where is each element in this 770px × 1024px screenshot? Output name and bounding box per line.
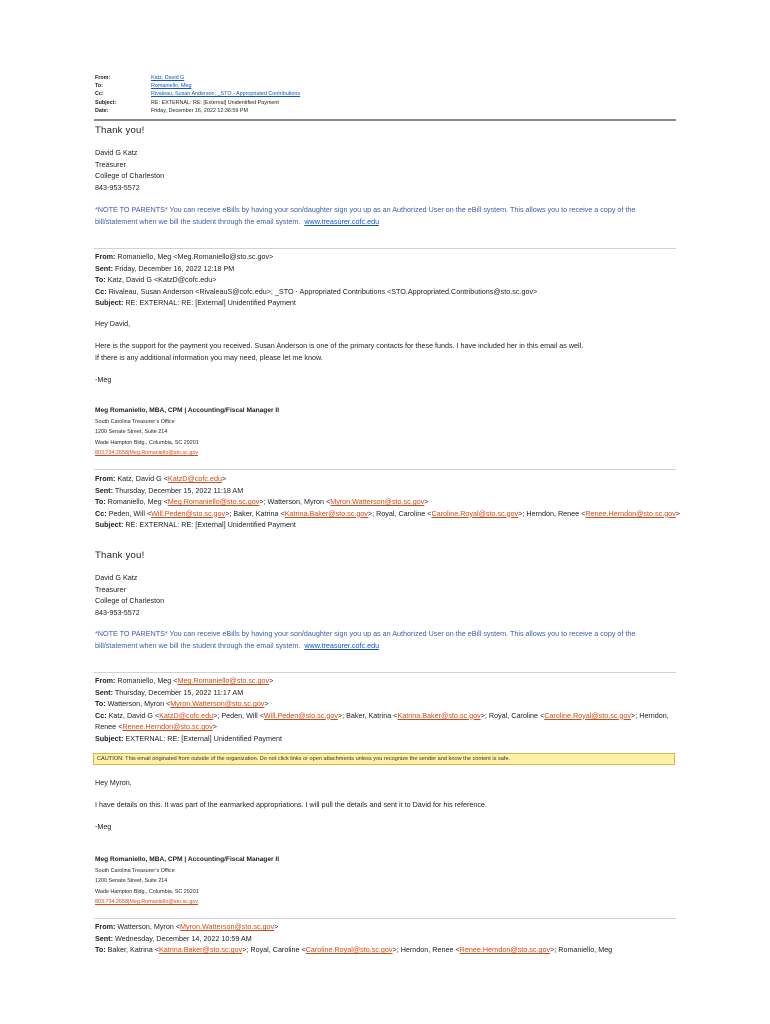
to-value: Katz, David G <KatzD@cofc.edu>	[105, 275, 217, 284]
to-text: >; Romaniello, Meg	[550, 945, 613, 954]
cc-text: Katz, David G <	[106, 710, 160, 720]
subject-label: Subject:	[95, 298, 124, 307]
parents-note	[95, 204, 665, 227]
message-header	[95, 473, 685, 531]
from-label: From:	[95, 676, 116, 685]
sig-line: Treasurer	[95, 159, 126, 169]
treasurer-link[interactable]: www.treasurer.cofc.edu	[304, 640, 380, 650]
to-text: >; Watterson, Myron <	[259, 497, 331, 506]
from-text: >	[269, 676, 274, 685]
message-divider	[94, 469, 676, 470]
date-value: Friday, December 16, 2022 12:36:59 PM	[151, 107, 248, 114]
treasurer-link[interactable]: www.treasurer.cofc.edu	[304, 216, 380, 226]
cc-text: >; Baker, Katrina <	[225, 508, 285, 518]
sig-city: Wade Hampton Bldg., Columbia, SC 29201	[95, 888, 199, 895]
cc-label: Cc:	[95, 91, 104, 98]
cc-label: Cc:	[95, 508, 107, 518]
date-label: Date:	[95, 107, 109, 114]
sig-office: South Carolina Treasurer’s Office	[95, 867, 175, 874]
message-header	[95, 921, 685, 956]
message-header	[95, 251, 685, 309]
email-link[interactable]: Will.Peden@sto.sc.gov	[151, 508, 226, 518]
email-link[interactable]: Caroline.Royal@sto.sc.gov	[431, 508, 519, 518]
sig-title: Accounting/Fiscal Manager II	[187, 856, 280, 863]
to-label: To:	[95, 275, 106, 284]
from-text: >	[274, 922, 279, 931]
sig-line: 843-953-5572	[95, 182, 140, 192]
sig-name: Meg Romaniello, MBA, CPM |	[95, 407, 188, 414]
signoff: -Meg	[95, 822, 112, 831]
sig-title: Accounting/Fiscal Manager II	[187, 407, 280, 414]
message-divider	[94, 918, 676, 919]
to-link[interactable]: Romaniello, Meg	[151, 83, 192, 90]
thanks-text: Thank you!	[95, 550, 145, 561]
sig-name: Meg Romaniello, MBA, CPM |	[95, 856, 188, 863]
body-line: If there is any additional information you may need, please let me know.	[95, 352, 323, 362]
email-link[interactable]: KatzD@cofc.edu	[159, 710, 214, 720]
sig-line: David G Katz	[95, 148, 138, 157]
cc-text: >; Royal, Caroline <	[480, 710, 545, 720]
subject-value: RE: EXTERNAL: RE: [External] Unidentified Payment	[123, 520, 296, 529]
sig-street: 1200 Senate Street, Suite 214	[95, 878, 168, 884]
from-text: Watterson, Myron <	[115, 922, 181, 931]
parents-note	[95, 628, 665, 651]
cc-link[interactable]: Rivaleau, Susan Anderson; _STO - Appropriated Contributions	[151, 91, 301, 98]
cc-text: >; Baker, Katrina <	[337, 710, 398, 720]
email-link[interactable]: Renee.Herndon@sto.sc.gov	[459, 945, 551, 954]
sent-value: Thursday, December 15, 2022 11:17 AM	[112, 687, 244, 697]
sig-city: Wade Hampton Bldg., Columbia, SC 29201	[95, 439, 199, 446]
email-link[interactable]: Will.Peden@sto.sc.gov	[263, 710, 338, 720]
to-text: Watterson, Myron <	[105, 699, 171, 708]
bracket: >	[221, 474, 227, 483]
cc-label: Cc:	[95, 710, 107, 720]
caution-banner: CAUTION: This email originated from outside of the organization. Do not click links or open attachments unless you recognize the sender and know the content is safe.	[93, 753, 675, 765]
signoff: -Meg	[95, 375, 112, 384]
to-label: To:	[95, 945, 106, 954]
to-label: To:	[95, 497, 106, 506]
cc-text: >; Herndon, Renee <	[518, 508, 586, 518]
to-text: >; Herndon, Renee <	[392, 945, 460, 954]
subject-label: Subject:	[95, 99, 117, 106]
to-label: To:	[95, 83, 103, 90]
greeting: Hey David,	[95, 319, 131, 328]
to-text: >	[424, 497, 429, 506]
to-text: >; Royal, Caroline <	[242, 945, 306, 954]
message-divider	[94, 248, 676, 249]
sent-label: Sent:	[95, 263, 113, 273]
cc-text: >	[675, 508, 680, 518]
cc-text: Peden, Will <	[106, 508, 152, 518]
from-text: Katz, David G <	[115, 474, 168, 483]
sent-label: Sent:	[95, 485, 113, 495]
email-link[interactable]: KatzD@cofc.edu	[167, 474, 222, 483]
sig-office: South Carolina Treasurer’s Office	[95, 418, 175, 425]
from-link[interactable]: Katz, David G	[151, 75, 185, 81]
to-text: Romaniello, Meg <	[105, 497, 168, 506]
cc-label: Cc:	[95, 286, 107, 296]
cc-text: >; Peden, Will <	[213, 710, 264, 720]
sig-contact-link[interactable]: 803.734.2658|Meg.Romaniello@sto.sc.gov	[95, 450, 199, 456]
email-header	[95, 74, 300, 115]
body-line: Here is the support for the payment you received. Susan Anderson is one of the primary contacts for these funds. I have included her in this email as well.	[95, 341, 584, 350]
note-text: *NOTE TO PARENTS* You can receive eBills by having your son/daughter sign you up as an Authorized User on the eBill system. This allows you to receive a copy of the bill/statement when we bill the student through the email system.	[95, 629, 636, 650]
email-link[interactable]: Meg.Romaniello@sto.sc.gov	[167, 497, 260, 506]
note-text: *NOTE TO PARENTS* You can receive eBills by having your son/daughter sign you up as an Authorized User on the eBill system. This allows you to receive a copy of the bill/statement when we bill the student through the email system.	[95, 205, 636, 226]
sig-contact-link[interactable]: 803.734.2658|Meg.Romaniello@sto.sc.gov	[95, 899, 199, 905]
email-link[interactable]: Katrina.Baker@sto.sc.gov	[284, 508, 368, 518]
sent-value: Thursday, December 15, 2022 11:18 AM	[112, 485, 244, 495]
email-link[interactable]: Myron.Watterson@sto.sc.gov	[170, 699, 265, 708]
sent-label: Sent:	[95, 933, 113, 943]
to-text: Baker, Katrina <	[105, 945, 159, 954]
cc-text: >	[212, 722, 217, 731]
subject-label: Subject:	[95, 520, 124, 529]
email-link[interactable]: Myron.Watterson@sto.sc.gov	[180, 922, 275, 931]
email-link[interactable]: Caroline.Royal@sto.sc.gov	[305, 945, 393, 954]
from-label: From:	[95, 75, 111, 81]
from-label: From:	[95, 474, 116, 483]
message-body: I have details on this. It was part of the earmarked appropriations. I will pull the details and sent it to David for his reference.	[95, 800, 487, 809]
to-label: To:	[95, 699, 106, 708]
subject-label: Subject:	[95, 733, 124, 743]
thanks-text: Thank you!	[95, 125, 145, 136]
email-link[interactable]: Katrina.Baker@sto.sc.gov	[158, 945, 243, 954]
sent-value: Wednesday, December 14, 2022 10:59 AM	[112, 933, 252, 943]
email-link[interactable]: Katrina.Baker@sto.sc.gov	[397, 710, 481, 720]
sig-line: David G Katz	[95, 573, 138, 582]
greeting: Hey Myron,	[95, 778, 132, 787]
from-text: Romaniello, Meg <	[115, 676, 178, 685]
message-divider	[94, 672, 676, 673]
message-body	[95, 340, 685, 363]
from-value: Romaniello, Meg <Meg.Romaniello@sto.sc.gov>	[115, 252, 274, 261]
sig-line: College of Charleston	[95, 596, 165, 605]
message-header	[95, 675, 685, 744]
from-label: From:	[95, 922, 116, 931]
cc-text: >; Herndon, Renee <	[95, 710, 669, 731]
subject-value: RE: EXTERNAL: RE: [External] Unidentified Payment	[123, 298, 296, 307]
email-link[interactable]: Meg.Romaniello@sto.sc.gov	[177, 676, 270, 685]
sent-value: Friday, December 16, 2022 12:18 PM	[112, 263, 235, 273]
to-text: >	[264, 699, 269, 708]
romaniello-signature	[95, 855, 685, 908]
email-link[interactable]: Renee.Herndon@sto.sc.gov	[122, 722, 213, 731]
romaniello-signature	[95, 406, 685, 459]
sig-street: 1200 Senate Street, Suite 214	[95, 429, 168, 435]
email-link[interactable]: Caroline.Royal@sto.sc.gov	[544, 710, 632, 720]
email-link[interactable]: Renee.Herndon@sto.sc.gov	[585, 508, 676, 518]
header-divider	[94, 119, 676, 121]
sent-label: Sent:	[95, 687, 113, 697]
sig-line: College of Charleston	[95, 171, 165, 180]
katz-signature	[95, 572, 685, 618]
sig-line: 843-953-5572	[95, 607, 140, 617]
katz-signature	[95, 147, 685, 193]
cc-text: >; Royal, Caroline <	[367, 508, 432, 518]
subject-value: EXTERNAL: RE: [External] Unidentified Payment	[123, 733, 282, 743]
sig-line: Treasurer	[95, 584, 126, 594]
subject-value: RE: EXTERNAL: RE: [External] Unidentified Payment	[151, 99, 279, 106]
from-label: From:	[95, 252, 116, 261]
cc-value: Rivaleau, Susan Anderson <RivaleauS@cofc.edu>; _STO - Appropriated Contributions <STO.Appropriated.Contributions@sto.sc.gov>	[106, 286, 538, 296]
email-link[interactable]: Myron.Watterson@sto.sc.gov	[330, 497, 425, 506]
